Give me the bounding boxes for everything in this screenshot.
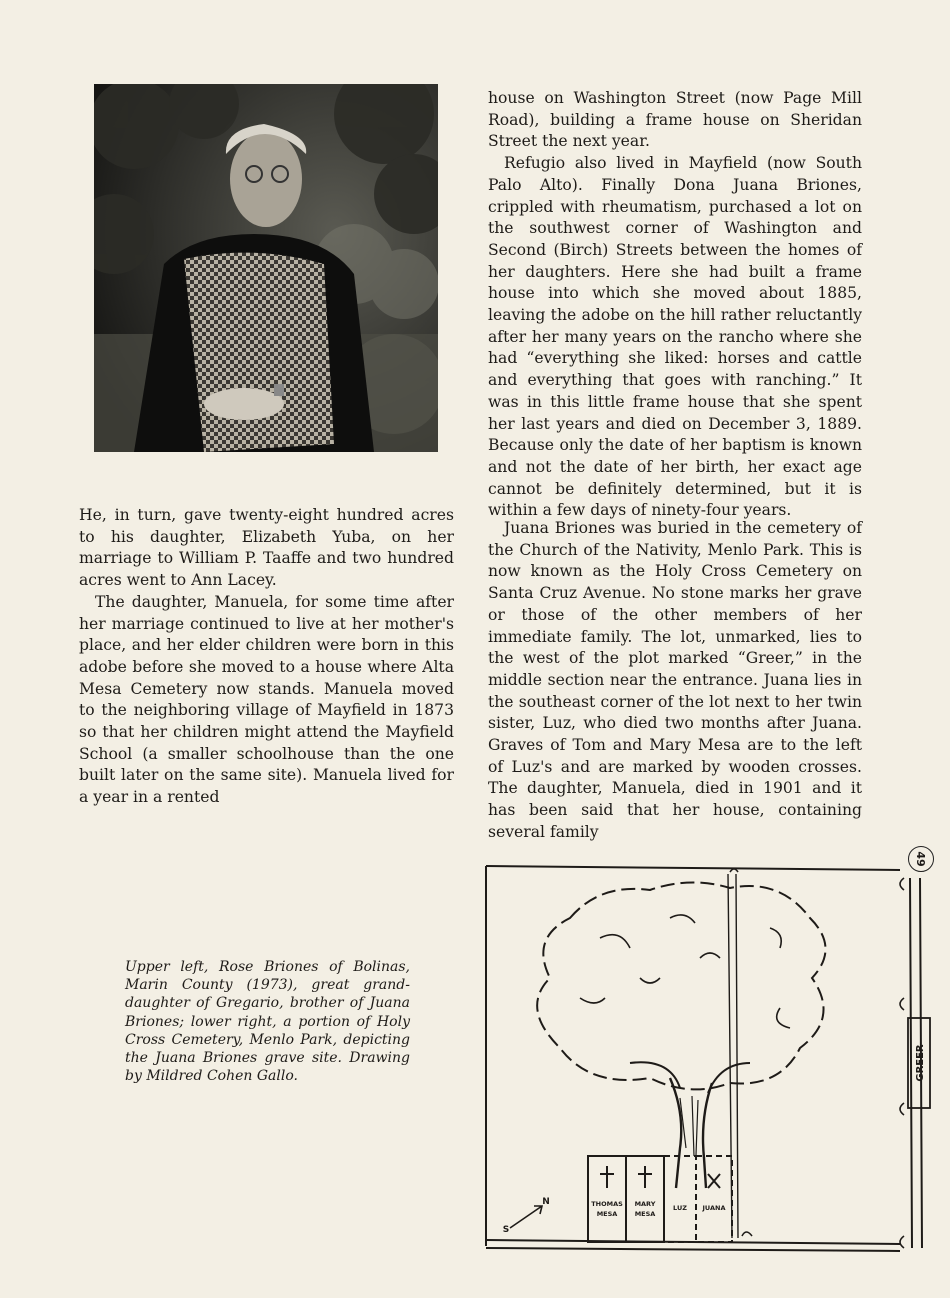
grave-box-luz [664,1156,696,1242]
grave-label: MESA [634,1210,656,1218]
portrait-photo-rose-briones [94,84,438,452]
cross-icon [600,1166,614,1188]
cemetery-drawing-svg [480,858,940,1258]
compass-arrow-icon [510,1206,542,1228]
figure-caption: Upper left, Rose Briones of Bolinas, Marin County (1973), great grand-daughter of Gregario, brother of Juana Briones; lower right, a portion of Holy Cross Cemetery, Menlo Park, depicting the Juana Briones grave site. Drawing by Mildred Cohen Gallo. [125,959,410,1085]
right-column-top [488,88,862,522]
grave-label: JUANA [702,1204,726,1212]
tree-trunk [670,1078,712,1188]
paragraph: house on Washington Street (now Page Mill Road), building a frame house on Sheridan Street the next year. [488,89,862,151]
greer-label: GREER [915,1044,926,1082]
grave-label: MARY [634,1200,656,1208]
tree-foliage-detail [580,915,790,1028]
plot-border-top [486,866,900,870]
left-column [79,505,454,809]
right-column-bottom [488,518,862,844]
paragraph: He, in turn, gave twenty-eight hundred acres to his daughter, Elizabeth Yuba, on her marriage to William P. Taaffe and two hundred acres went to Ann Lacey. [79,506,454,590]
grave-label: LUZ [673,1204,687,1212]
compass-s-label: S [502,1225,510,1235]
portrait-photo-image [94,84,438,452]
paragraph: Refugio also lived in Mayfield (now South Palo Alto). Finally Dona Juana Briones, crippled with rheumatism, purchased a lot on the southwest corner of Washington and Second (Birch) Streets between the homes of her daughters. Here she had built a frame house into which she moved about 1885, leaving the adobe on the hill rather reluctantly after her many years on the rancho where she had “everything she liked: horses and cattle and everything that goes with ranching.” It was in this little frame house that she spent her last years and died on December 3, 1889. Because only the date of her baptism is known and not the date of her birth, her exact age cannot be definitely determined, but it is within a few days of ninety-four years. [488,154,862,520]
compass-n-label: N [542,1197,550,1207]
cross-icon [638,1166,652,1188]
tree-branches [630,1062,750,1093]
grave-box-juana [696,1156,732,1242]
paragraph: Juana Briones was buried in the cemetery of the Church of the Nativity, Menlo Park. This is now known as the Holy Cross Cemetery on Santa Cruz Avenue. No stone marks her grave or those of the other members of her immediate family. The lot, unmarked, lies to the west of the plot marked “Greer,” in the middle section near the entrance. Juana lies in the southeast corner of the lot next to her twin sister, Luz, who died two months after Juana. Graves of Tom and Mary Mesa are to the left of Luz's and are marked by wooden crosses. The daughter, Manuela, died in 1901 and it has been said that her house, containing several family [488,519,862,841]
grave-label: MESA [596,1210,618,1218]
x-mark-icon [708,1174,720,1188]
trunk-texture [680,1096,698,1156]
cemetery-drawing [480,858,940,1258]
paragraph: The daughter, Manuela, for some time after her marriage continued to live at her mother's place, and her elder children were born in this adobe before she moved to a house where Alta Mesa Cemetery now stands. Manuela moved to the neighboring village of Mayfield in 1873 so that her children might attend the Mayfield School (a smaller schoolhouse than the one built later on the same site). Manuela lived for a year in a rented [79,592,454,807]
page-number: 49 [908,846,934,872]
grave-label: THOMAS [591,1200,623,1208]
tree-canopy [537,882,825,1089]
